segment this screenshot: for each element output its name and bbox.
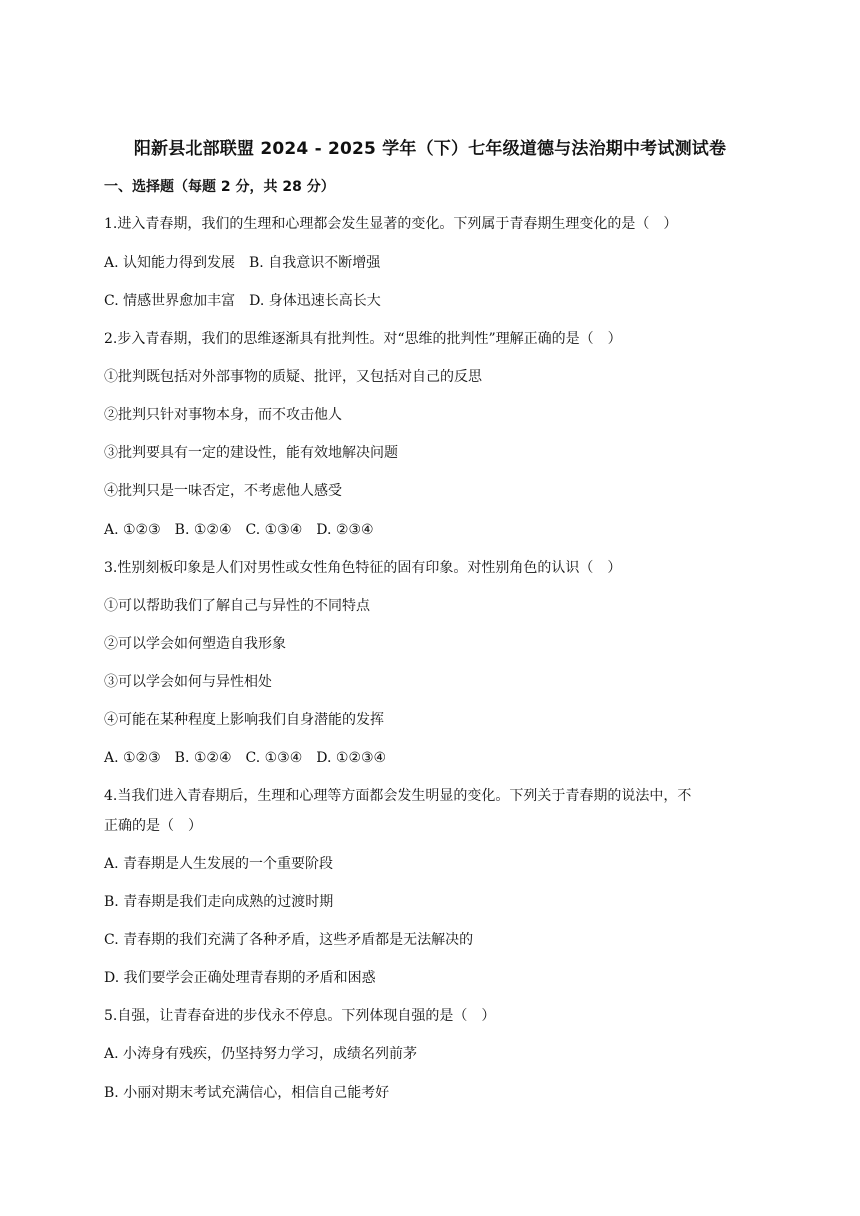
question-3-item-1: ①可以帮助我们了解自己与异性的不同特点 [104,598,370,614]
question-2-item-3: ③批判要具有一定的建设性，能有效地解决问题 [104,445,398,461]
question-4-stem: 4.当我们进入青春期后，生理和心理等方面都会发生明显的变化。下列关于青春期的说法中，不 [104,788,692,804]
question-1-stem: 1.进入青春期，我们的生理和心理都会发生显著的变化。下列属于青春期生理变化的是（ ） [104,216,678,232]
question-2-options: A. ①②③ B. ①②④ C. ①③④ D. ②③④ [104,522,374,538]
question-5-option-a: A. 小涛身有残疾，仍坚持努力学习，成绩名列前茅 [104,1046,418,1062]
question-4-option-a: A. 青春期是人生发展的一个重要阶段 [104,856,334,872]
question-4-stem-continued: 正确的是（ ） [104,818,202,834]
question-4-option-d: D. 我们要学会正确处理青春期的矛盾和困惑 [104,970,376,986]
question-3-item-2: ②可以学会如何塑造自我形象 [104,636,286,652]
question-3-item-4: ④可能在某种程度上影响我们自身潜能的发挥 [104,712,384,728]
question-4-option-c: C. 青春期的我们充满了各种矛盾，这些矛盾都是无法解决的 [104,932,474,948]
section-heading: 一、选择题（每题 2 分，共 28 分） [104,179,335,195]
question-2-stem: 2.步入青春期，我们的思维逐渐具有批判性。对“思维的批判性”理解正确的是（ ） [104,331,622,347]
exam-title: 阳新县北部联盟 2024 - 2025 学年（下）七年级道德与法治期中考试测试卷 [133,139,727,159]
question-1-options-ab: A. 认知能力得到发展 B. 自我意识不断增强 [104,255,381,271]
question-2-item-4: ④批判只是一味否定，不考虑他人感受 [104,483,342,499]
question-1-options-cd: C. 情感世界愈加丰富 D. 身体迅速长高长大 [104,293,381,309]
question-2-item-1: ①批判既包括对外部事物的质疑、批评，又包括对自己的反思 [104,369,482,385]
question-4-option-b: B. 青春期是我们走向成熟的过渡时期 [104,894,334,910]
question-3-stem: 3.性别刻板印象是人们对男性或女性角色特征的固有印象。对性别角色的认识（ ） [104,560,622,576]
question-5-stem: 5.自强，让青春奋进的步伐永不停息。下列体现自强的是（ ） [104,1008,496,1024]
question-3-options: A. ①②③ B. ①②④ C. ①③④ D. ①②③④ [104,750,387,766]
question-5-option-b: B. 小丽对期末考试充满信心，相信自己能考好 [104,1085,390,1101]
question-3-item-3: ③可以学会如何与异性相处 [104,674,272,690]
question-2-item-2: ②批判只针对事物本身，而不攻击他人 [104,407,342,423]
